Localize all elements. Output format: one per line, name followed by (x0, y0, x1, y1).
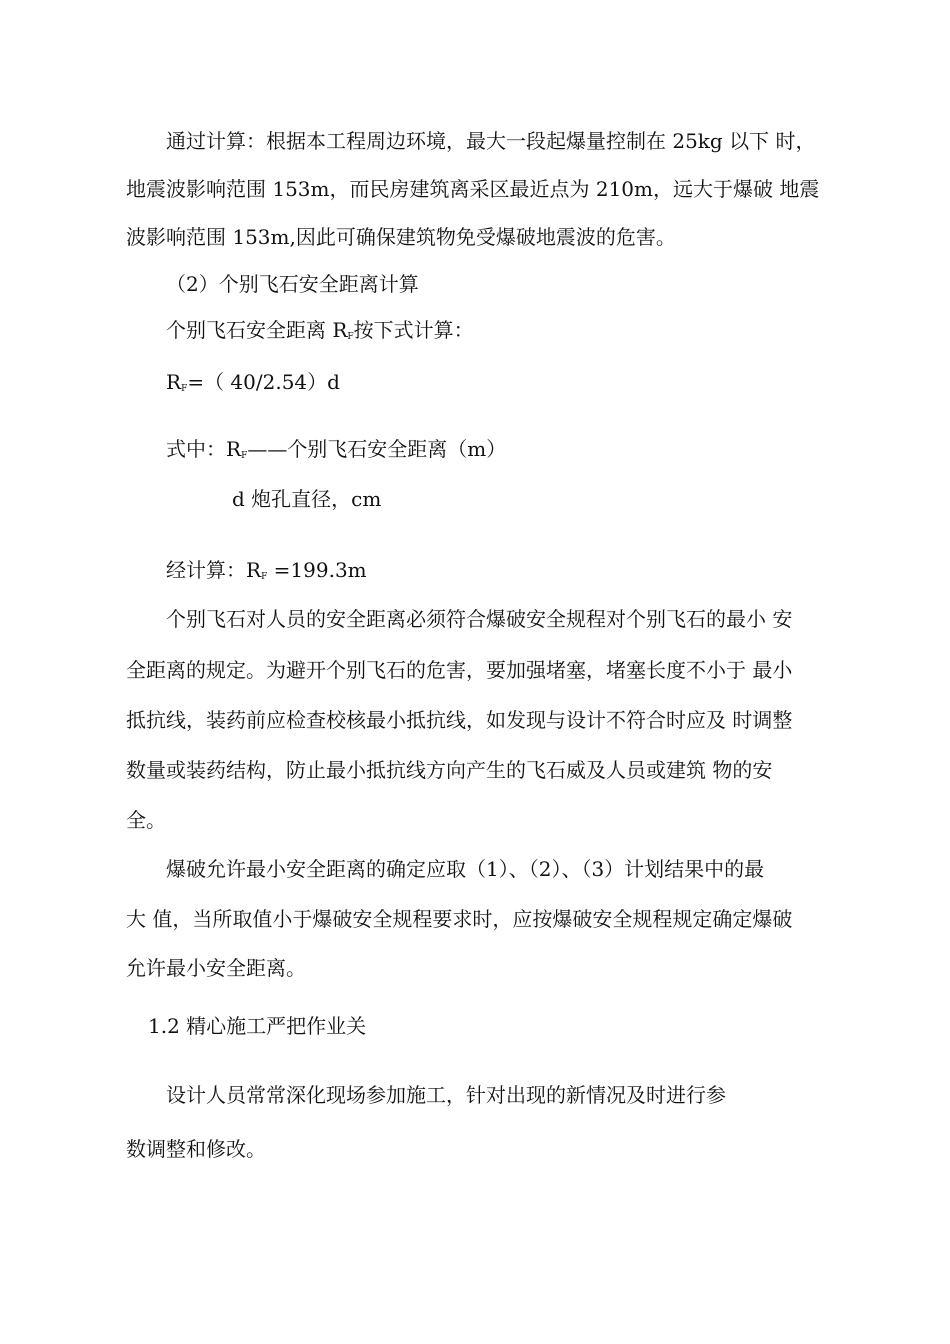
paragraph-line: 通过计算：根据本工程周边环境，最大一段起爆量控制在 25kg 以下 时， (166, 129, 816, 153)
paragraph-line: 个别飞石对人员的安全距离必须符合爆破安全规程对个别飞石的最小 安 (166, 607, 793, 631)
paragraph-line: 设计人员常常深化现场参加施工，针对出现的新情况及时进行参 (166, 1083, 726, 1107)
paragraph-line: 波影响范围 153m,因此可确保建筑物免受爆破地震波的危害。 (126, 225, 676, 249)
formula-text: R (166, 370, 182, 394)
formula-intro-text: 按下式计算： (353, 318, 474, 342)
subscript: F (181, 384, 188, 394)
formula-where (166, 435, 506, 463)
paragraph-line: 数调整和修改。 (126, 1137, 266, 1161)
where-text: 式中：R (166, 437, 242, 461)
result-text: 经计算：R (166, 558, 262, 582)
formula-intro (166, 316, 474, 344)
paragraph-line: 地震波影响范围 153m，而民房建筑离采区最近点为 210m，远大于爆破 地震 (126, 177, 820, 201)
paragraph-line: 允许最小安全距离。 (126, 956, 306, 980)
paragraph-line: 数量或装药结构，防止最小抵抗线方向产生的飞石威及人员或建筑 物的安 (126, 758, 773, 782)
where-text: ——个别飞石安全距离（m） (247, 437, 507, 461)
paragraph-line: 抵抗线，装药前应检查校核最小抵抗线，如发现与设计不符合时应及 时调整 (126, 708, 793, 732)
formula (166, 368, 340, 396)
subscript: F (261, 572, 268, 582)
paragraph-line: 爆破允许最小安全距离的确定应取（1）、（2）、（3）计划结果中的最 (166, 857, 765, 881)
formula-text: =（ 40/2.54）d (187, 370, 340, 394)
paragraph-line: 大 值，当所取值小于爆破安全规程要求时，应按爆破安全规程规定确定爆破 (126, 907, 793, 931)
subscript: F (241, 451, 248, 461)
section-heading: （2）个别飞石安全距离计算 (166, 272, 419, 296)
result-text: =199.3m (267, 558, 367, 582)
subscript: F (347, 332, 354, 342)
paragraph-line: 全。 (126, 808, 166, 832)
paragraph-line: 全距离的规定。为避开个别飞石的危害，要加强堵塞，堵塞长度不小于 最小 (126, 658, 793, 682)
calculation-result (166, 556, 367, 584)
formula-intro-text: 个别飞石安全距离 R (166, 318, 348, 342)
formula-where-var: d 炮孔直径，cm (232, 487, 382, 511)
section-heading: 1.2 精心施工严把作业关 (148, 1014, 367, 1038)
